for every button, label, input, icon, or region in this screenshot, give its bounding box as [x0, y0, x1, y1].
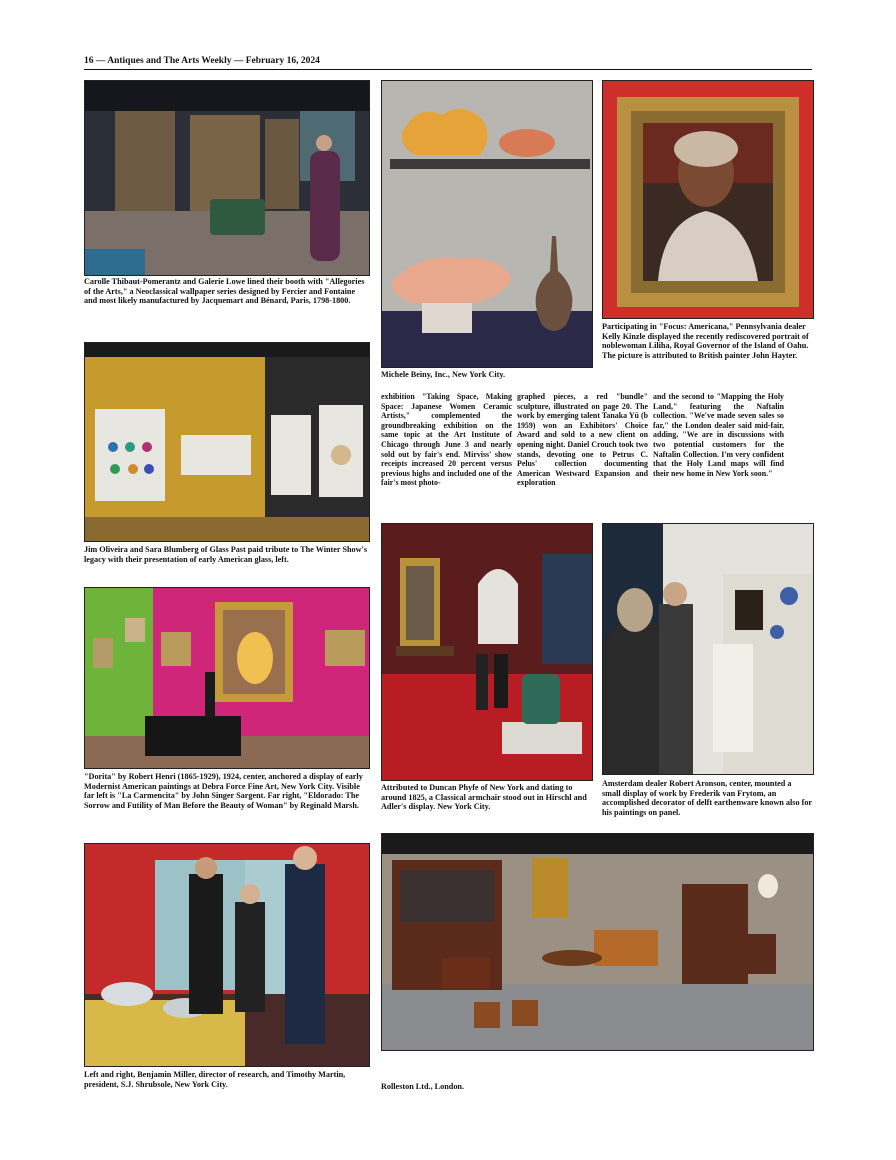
caption-phyfe-armchair: Attributed to Duncan Phyfe of New York and dating to around 1825, a Classical armchair stood out in Hirschl and Adler's display. New York City.	[381, 783, 587, 812]
caption-henri-dorita: "Dorita" by Robert Henri (1865-1929), 1924, center, anchored a display of early Modernist American paintings at Debra Force Fine Art, New York City. Visible far left is "La Carmencita" by John Singer Sargent. Far right, "Eldorado: The Sorrow and Futility of Man Before the Beauty of Woman" by Reginald Marsh.	[84, 772, 363, 810]
page-header: 16 — Antiques and The Arts Weekly — February 16, 2024	[84, 56, 320, 66]
photo-aronson-delft	[602, 523, 814, 775]
caption-shrubsole: Left and right, Benjamin Miller, director of research, and Timothy Martin, president, S.J. Shrubsole, New York City.	[84, 1070, 346, 1089]
article-column-1: exhibition "Taking Space, Making Space: Japanese Women Ceramic Artists," complemented the groundbreaking exhibition on the same topic at the Art Institute of Chicago through June 3 and nearly sold out by fair's end. Mirviss' show receipts increased 20 percent versus previous highs and included one of the fair's most photo-	[381, 392, 512, 488]
caption-glass-past: Jim Oliveira and Sara Blumberg of Glass Past paid tribute to The Winter Show's legacy with their presentation of early American glass, left.	[84, 545, 368, 564]
caption-liliha-portrait: Participating in "Focus: Americana," Pennsylvania dealer Kelly Kinzle displayed the recently rediscovered portrait of noblewoman Liliha, Royal Governor of the Island of Oahu. The picture is attributed to British painter John Hayter.	[602, 322, 809, 360]
caption-ceramics: Michele Beiny, Inc., New York City.	[381, 370, 506, 379]
photo-ceramics	[381, 80, 593, 368]
header-rule	[84, 69, 812, 70]
photo-phyfe-armchair	[381, 523, 593, 781]
photo-shrubsole	[84, 843, 370, 1067]
photo-henri-dorita	[84, 587, 370, 769]
caption-aronson-delft: Amsterdam dealer Robert Aronson, center, mounted a small display of work by Frederik van Frytom, an accomplished decorator of delft earthenware known also for his paintings on panel.	[602, 779, 812, 817]
caption-rolleston: Rolleston Ltd., London.	[381, 1082, 465, 1091]
photo-rolleston	[381, 833, 814, 1051]
photo-glass-past	[84, 342, 370, 542]
photo-wallpaper-booth	[84, 80, 370, 276]
article-column-3: and the second to "Mapping the Holy Land," featuring the Naftalin collection. "We've made seven sales so far," the London dealer said mid-fair, adding, "We are in discussions with two potential customers for the Naftalin Collection. I'm very confident that the Holy Land maps will find their new home in New York soon."	[653, 392, 784, 478]
article-column-2: graphed pieces, a red "bundle" sculpture, illustrated on page 20. The work by emerging talent Tanaka Yū (b 1959) won an Exhibitors' Choice Award and sold to a new client on opening night. Daniel Crouch took two stands, devoting one to Petrus C. Pelus' collection documenting American Westward Expansion and exploration	[517, 392, 648, 488]
photo-liliha-portrait	[602, 80, 814, 319]
caption-wallpaper-booth: Carolle Thibaut-Pomerantz and Galerie Lowe lined their booth with "Allegories of the Arts," a Neoclassical wallpaper series designed by Fercier and Fontaine and most likely manufactured by Jacquemart and Bénard, Paris, 1798-1800.	[84, 277, 365, 306]
